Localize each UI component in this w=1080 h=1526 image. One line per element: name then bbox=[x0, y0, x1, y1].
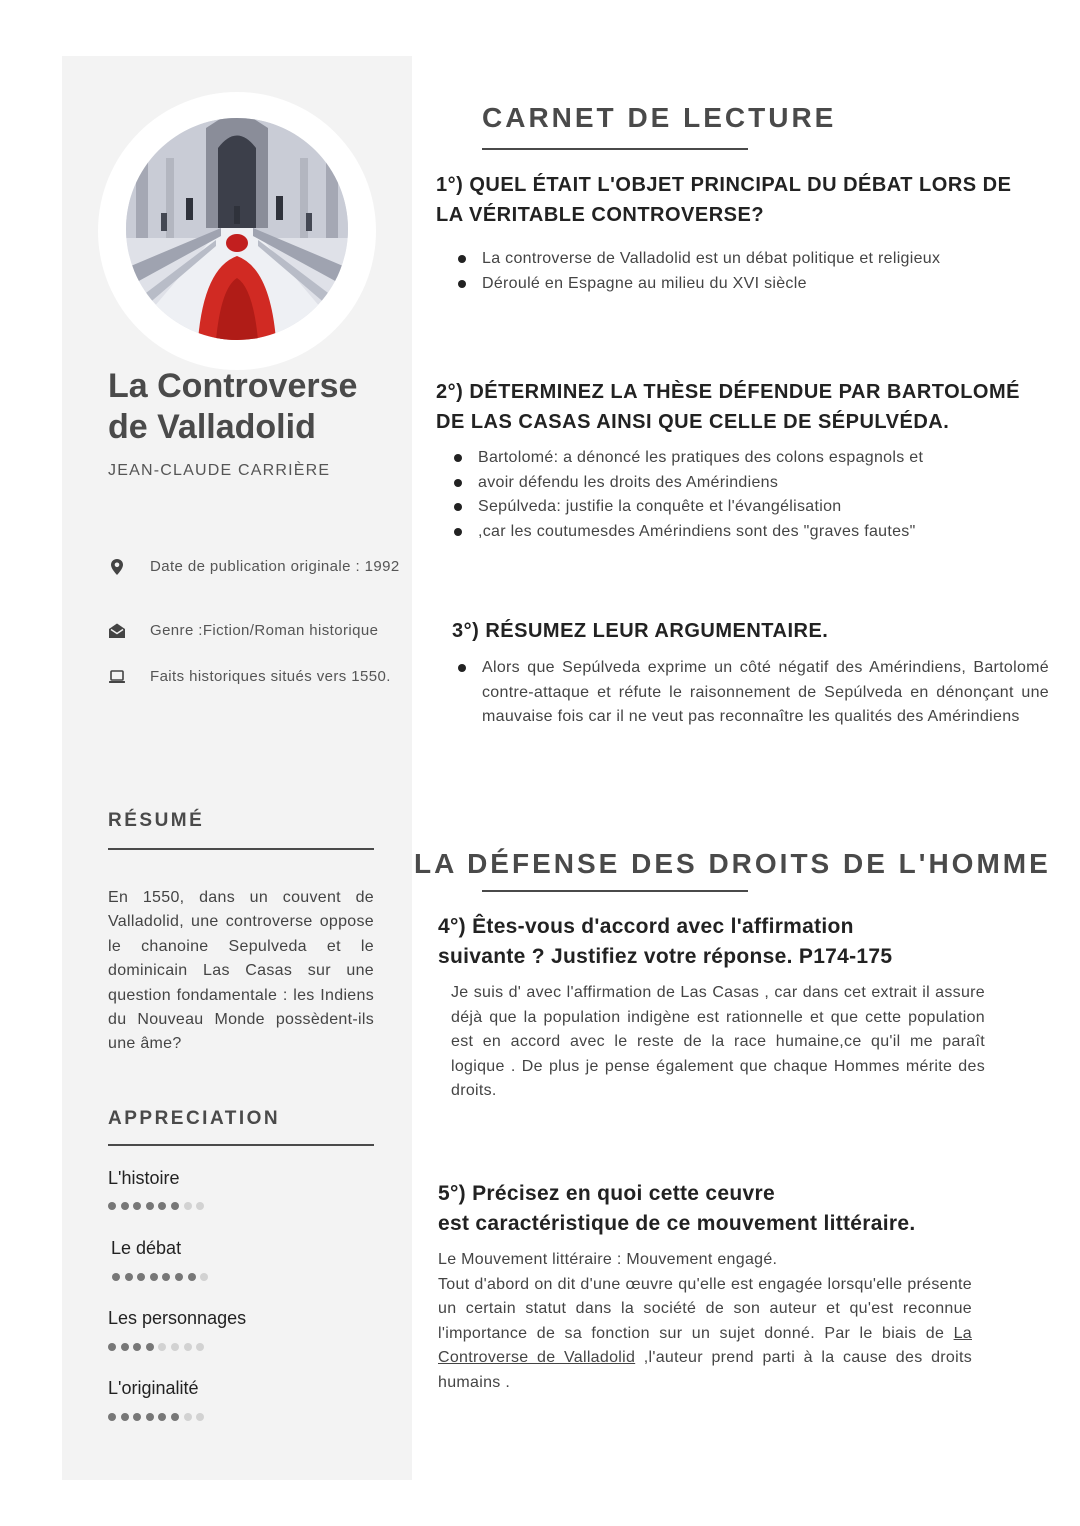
info-genre bbox=[108, 620, 408, 644]
rating-dots-debat bbox=[112, 1273, 213, 1283]
rating-label-debat: Le débat bbox=[111, 1238, 182, 1258]
question-2-answers bbox=[452, 446, 1052, 544]
rating-dot-filled bbox=[158, 1202, 166, 1210]
rating-dot-filled bbox=[137, 1273, 145, 1281]
info-genre-text: Genre :Fiction/Roman historique bbox=[150, 622, 379, 639]
question-4-answer bbox=[451, 981, 985, 1104]
question-4-line1: 4°) Êtes-vous d'accord avec l'affirmation bbox=[438, 915, 854, 938]
list-item: avoir défendu les droits des Amérindiens bbox=[452, 471, 1052, 496]
rating-dots-histoire bbox=[108, 1202, 209, 1212]
rating-label-personnages: Les personnages bbox=[108, 1308, 247, 1328]
question-5-answer-intro: Le Mouvement littéraire : Mouvement engagé. bbox=[438, 1251, 778, 1268]
rating-label-originalite: L'originalité bbox=[108, 1378, 199, 1398]
rating-dot-filled bbox=[108, 1202, 116, 1210]
rating-dot-filled bbox=[162, 1273, 170, 1281]
appreciation-divider bbox=[108, 1144, 374, 1146]
question-1-line1: 1°) QUEL ÉTAIT L'OBJET PRINCIPAL DU DÉBAT LORS DE bbox=[436, 174, 1012, 196]
list-item: Sepúlveda: justifie la conquête et l'évangélisation bbox=[452, 495, 1052, 520]
rating-dot-empty bbox=[184, 1343, 192, 1351]
question-4-heading bbox=[438, 912, 1058, 972]
summary-divider bbox=[108, 848, 374, 850]
question-2-line1: 2°) DÉTERMINEZ LA THÈSE DÉFENDUE PAR BARTOLOMÉ bbox=[436, 381, 1020, 403]
rating-dot-filled bbox=[175, 1273, 183, 1281]
rating-dot-empty bbox=[184, 1202, 192, 1210]
question-5-answer-part1: Tout d'abord on dit d'une œuvre qu'elle est engagée lorsqu'elle présente un certain statut dans la société de son auteur et qu'est reconnue l'importance de sa fonction sur un sujet donné. Par le biais de bbox=[438, 1275, 972, 1342]
question-5-answer bbox=[438, 1248, 972, 1395]
question-5-answer-body bbox=[438, 1273, 972, 1396]
rating-dots-personnages bbox=[108, 1343, 209, 1353]
rating-dot-filled bbox=[171, 1202, 179, 1210]
rating-dot-filled bbox=[171, 1413, 179, 1421]
question-1-answers bbox=[456, 247, 1056, 296]
rating-dot-empty bbox=[184, 1413, 192, 1421]
question-4-line2: suivante ? Justifiez votre réponse. P174-175 bbox=[438, 945, 893, 968]
rating-dot-empty bbox=[158, 1343, 166, 1351]
question-5-answer-part2: ,l'auteur prend parti à la cause des droits humains . bbox=[438, 1349, 972, 1391]
rating-dot-filled bbox=[121, 1343, 129, 1351]
rating-dot-filled bbox=[133, 1202, 141, 1210]
cover-illustration bbox=[126, 118, 348, 340]
section-2-divider bbox=[482, 890, 748, 892]
list-item: Déroulé en Espagne au milieu du XVI siècle bbox=[456, 272, 1056, 297]
rating-dot-filled bbox=[121, 1413, 129, 1421]
question-3-answers bbox=[456, 656, 1049, 730]
question-2-line2: DE LAS CASAS AINSI QUE CELLE DE SÉPULVÉDA. bbox=[436, 411, 950, 433]
rating-dot-empty bbox=[196, 1202, 204, 1210]
rating-dot-filled bbox=[146, 1202, 154, 1210]
rating-dot-empty bbox=[196, 1343, 204, 1351]
rating-dot-filled bbox=[146, 1413, 154, 1421]
rating-dot-filled bbox=[188, 1273, 196, 1281]
summary-text: En 1550, dans un couvent de Valladolid, une controverse oppose le chanoine Sepulveda et le dominicain Las Casas sur une question fondamentale : les Indiens du Nouveau Monde possèdent-ils une âme? bbox=[108, 889, 374, 1053]
list-item: Bartolomé: a dénoncé les pratiques des colons espagnols et bbox=[452, 446, 1052, 471]
rating-dot-filled bbox=[133, 1413, 141, 1421]
rating-dot-filled bbox=[121, 1202, 129, 1210]
list-item: La controverse de Valladolid est un débat politique et religieux bbox=[456, 247, 1056, 272]
rating-dot-filled bbox=[108, 1413, 116, 1421]
laptop-icon bbox=[108, 668, 126, 686]
rating-dot-filled bbox=[158, 1413, 166, 1421]
question-1-heading bbox=[436, 170, 1076, 230]
page-title-divider bbox=[482, 148, 748, 150]
question-1-line2: LA VÉRITABLE CONTROVERSE? bbox=[436, 204, 765, 226]
rating-label-histoire: L'histoire bbox=[108, 1168, 180, 1188]
question-5-line1: 5°) Précisez en quoi cette ceuvre bbox=[438, 1182, 775, 1205]
question-2-heading bbox=[436, 377, 1076, 437]
rating-dot-filled bbox=[150, 1273, 158, 1281]
rating-dot-empty bbox=[171, 1343, 179, 1351]
book-title-line1: La Controverse bbox=[108, 367, 358, 405]
info-historical-period-text: Faits historiques situés vers 1550. bbox=[150, 668, 391, 685]
summary-heading: RÉSUMÉ bbox=[108, 810, 205, 831]
question-5-line2: est caractéristique de ce mouvement littéraire. bbox=[438, 1212, 916, 1235]
book-title bbox=[108, 366, 398, 448]
section-2-title: LA DÉFENSE DES DROITS DE L'HOMME bbox=[414, 848, 1051, 879]
question-5-heading bbox=[438, 1179, 1058, 1239]
info-publication-date bbox=[108, 556, 408, 600]
list-item: Alors que Sepúlveda exprime un côté négatif des Amérindiens, Bartolomé contre-attaque et réfute le raisonnement de Sepúlveda en dénonçant une mauvaise fois car il ne veut pas reconnaître les qualités des Amérindiens bbox=[456, 656, 1049, 730]
appreciation-heading: APPRECIATION bbox=[108, 1108, 281, 1129]
rating-dot-empty bbox=[196, 1413, 204, 1421]
rating-dot-empty bbox=[200, 1273, 208, 1281]
info-historical-period bbox=[108, 666, 408, 710]
book-title-line2: de Valladolid bbox=[108, 408, 316, 446]
author-name: JEAN-CLAUDE CARRIÈRE bbox=[108, 462, 331, 479]
envelope-open-icon bbox=[108, 622, 126, 640]
rating-dot-filled bbox=[133, 1343, 141, 1351]
page-title: CARNET DE LECTURE bbox=[482, 102, 837, 133]
rating-dot-filled bbox=[108, 1343, 116, 1351]
list-item: ,car les coutumesdes Amérindiens sont des "graves fautes" bbox=[452, 520, 1052, 545]
info-publication-date-text: Date de publication originale : 1992 bbox=[150, 558, 400, 575]
question-3-heading: 3°) RÉSUMEZ LEUR ARGUMENTAIRE. bbox=[452, 620, 829, 642]
question-4-answer-text: Je suis d' avec l'affirmation de Las Casas , car dans cet extrait il assure déjà que la population indigène est rationnelle et que cette population est en accord avec le reste de la race humaine,ce qu'il me paraît logique . De plus je pense également que chaque Hommes mérite des droits. bbox=[451, 984, 985, 1099]
rating-dot-filled bbox=[112, 1273, 120, 1281]
book-title-reference: La Controverse de Valladolid bbox=[438, 1324, 972, 1366]
rating-dots-originalite bbox=[108, 1413, 209, 1423]
map-pin-icon bbox=[108, 558, 126, 576]
rating-dot-filled bbox=[125, 1273, 133, 1281]
rating-dot-filled bbox=[146, 1343, 154, 1351]
